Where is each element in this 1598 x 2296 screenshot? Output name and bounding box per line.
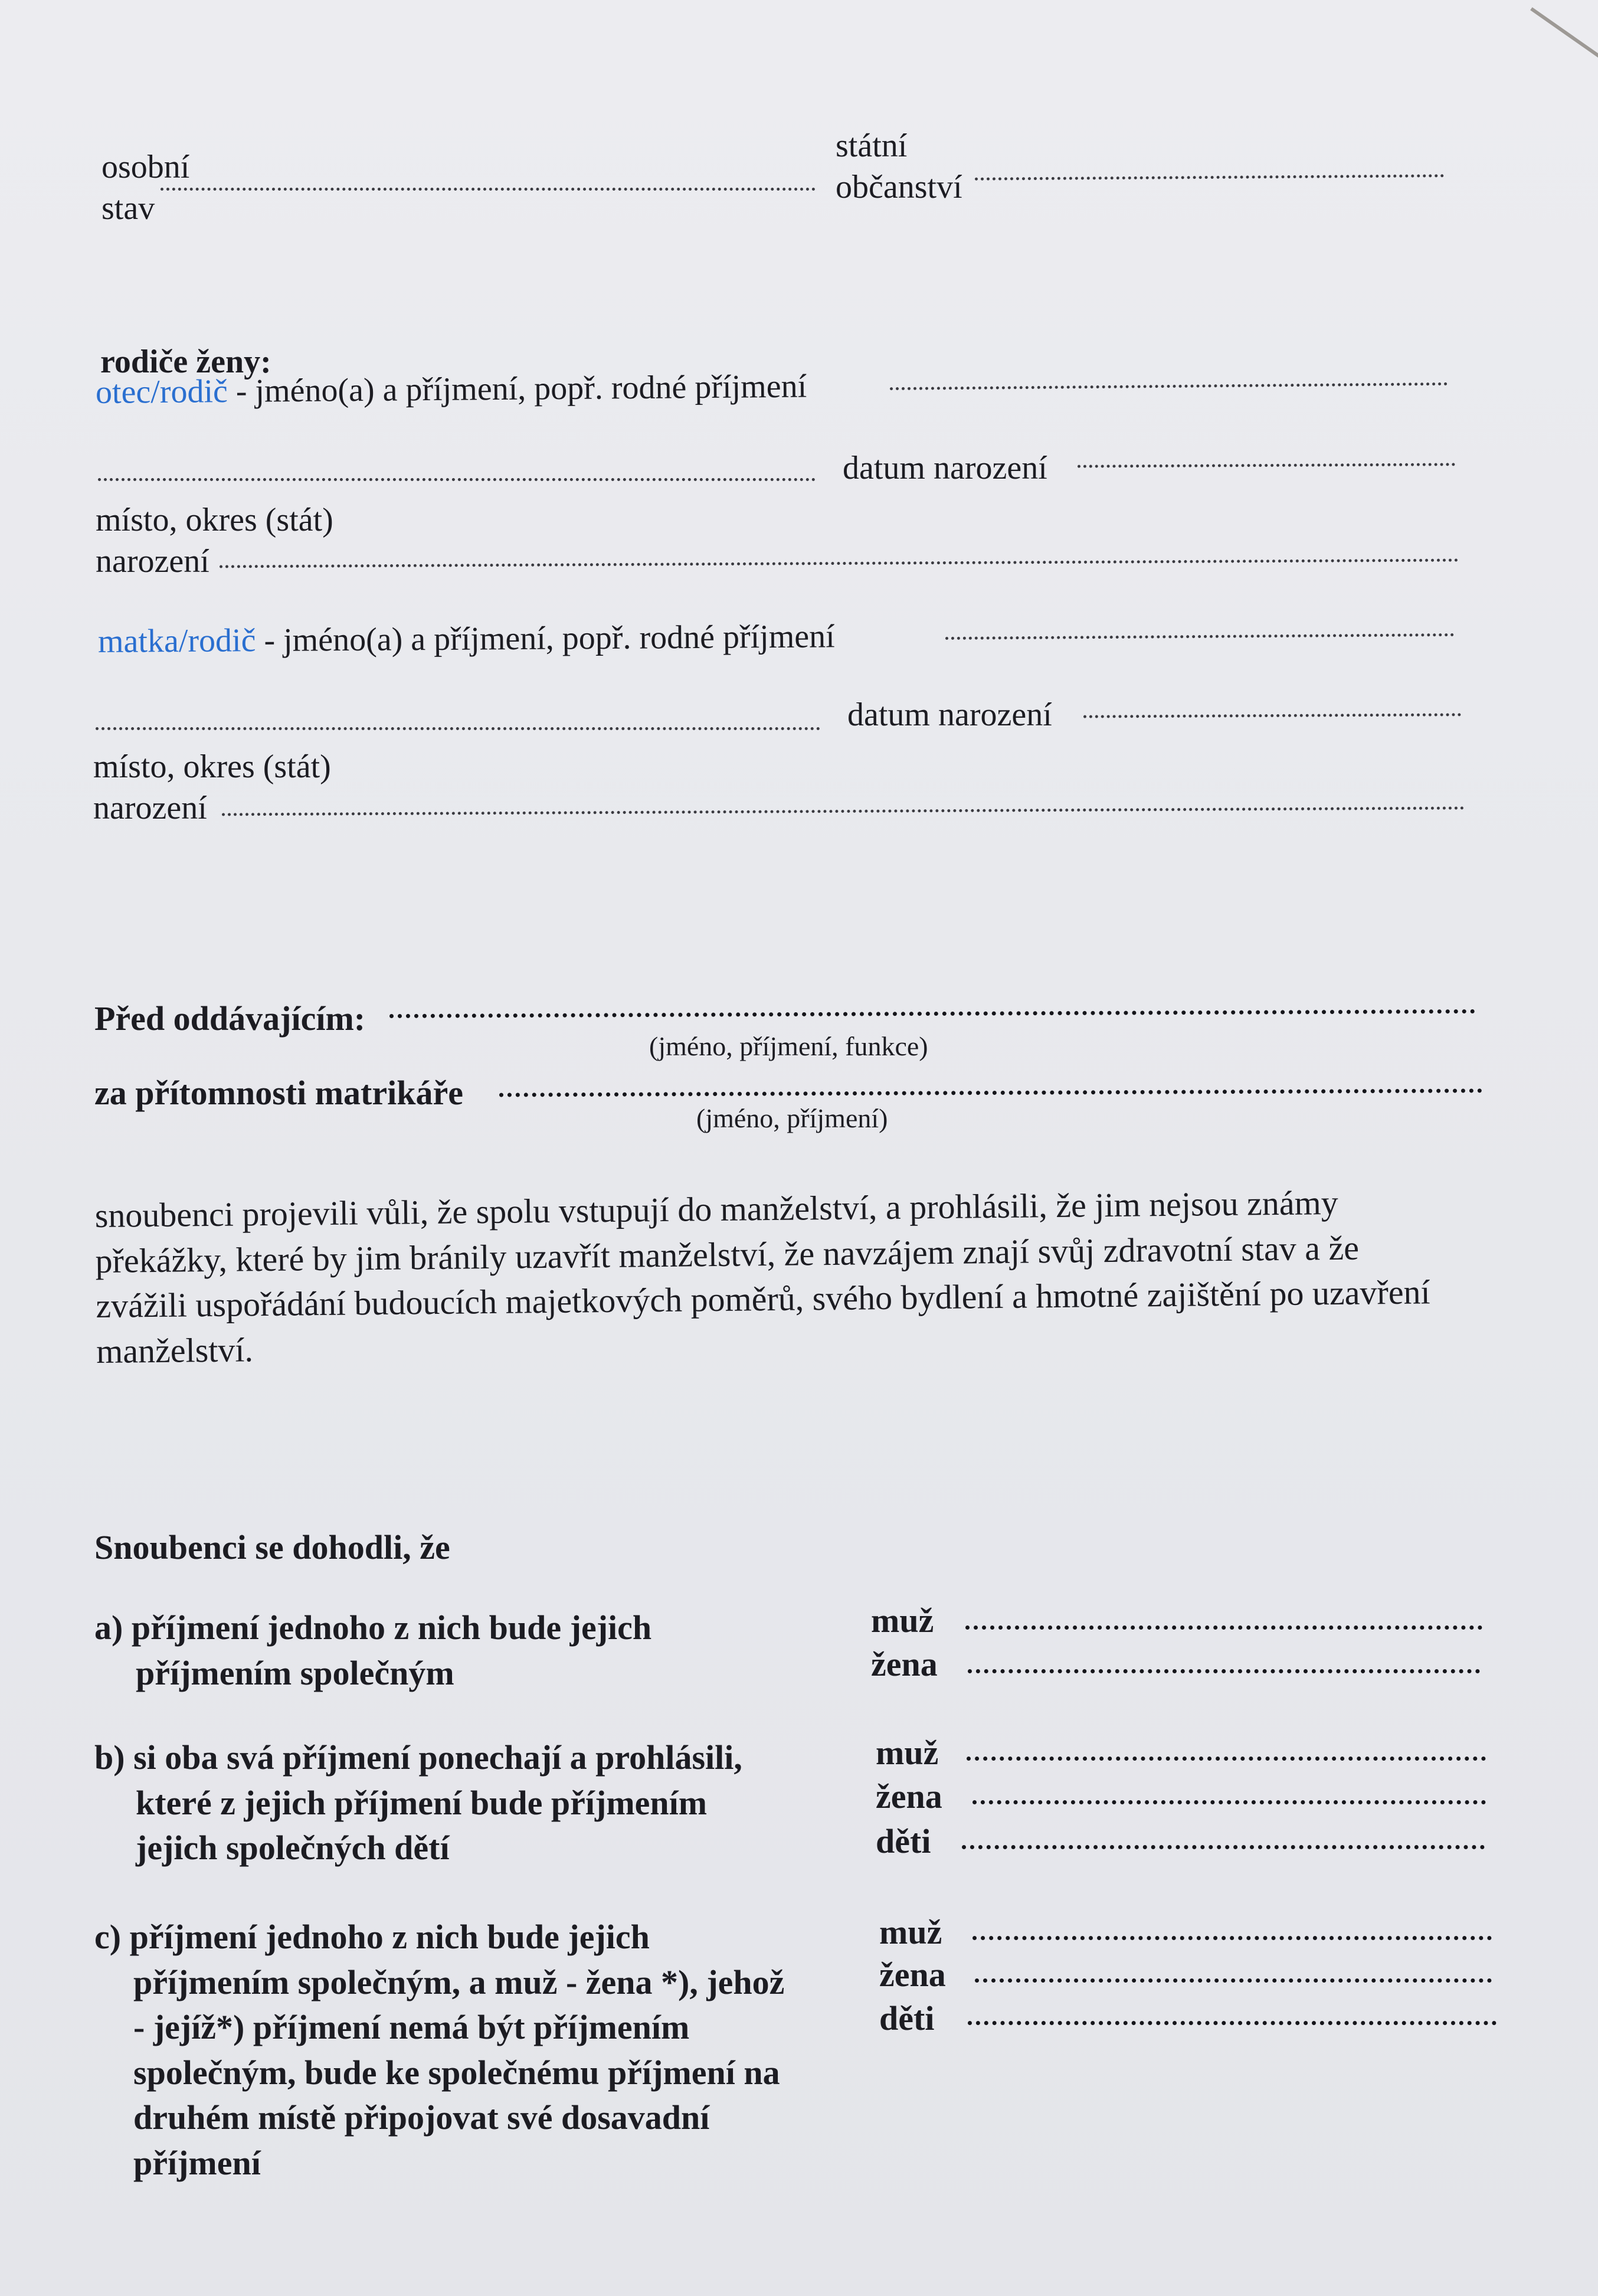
option-b-man-label: muž [876,1734,939,1772]
option-c-woman-label: žena [879,1955,946,1994]
declaration-line-2: překážky, které by jim bránily uzavřít manželství, že navzájem znají svůj zdravotní stav a že [95,1228,1360,1280]
option-a-woman-label: žena [871,1645,938,1683]
father-name-field-2[interactable] [98,478,816,481]
option-b-woman-field[interactable] [972,1800,1486,1804]
option-a-line-1: příjmení jednoho z nich bude jejich [131,1608,652,1647]
citizenship-field[interactable] [975,174,1444,181]
mother-birth-date-field[interactable] [1083,713,1461,718]
option-a-man-field[interactable] [965,1625,1482,1630]
declaration-line-3: zvážili uspořádání budoucích majetkových poměrů, svého bydlení a hmotné zajištění po uzavření [96,1273,1430,1326]
marital-status-field[interactable] [161,188,816,191]
father-birth-place-line2: narození [96,543,209,580]
father-birth-place-label [96,499,333,582]
declaration-line-1: snoubenci projevili vůli, že spolu vstupují do manželství, a prohlásili, že jim nejsou známy [94,1183,1338,1235]
father-birth-place-field[interactable] [220,559,1459,568]
mother-birth-place-line1: místo, okres (stát) [93,748,331,785]
marital-status-label-line2: stav [101,190,155,227]
option-c-woman-field[interactable] [975,1978,1492,1983]
option-b-man-field[interactable] [967,1757,1486,1761]
option-b-text [94,1735,742,1871]
officiant-field[interactable] [389,1009,1475,1018]
mother-birth-place-line2: narození [93,790,207,826]
mother-birth-place-field[interactable] [222,806,1465,816]
mother-name-field-2[interactable] [96,727,820,730]
citizenship-label-line1: státní [836,127,908,164]
agreement-heading: Snoubenci se dohodli, že [94,1528,450,1566]
option-b-woman-label: žena [876,1777,942,1816]
page-corner-fold [1530,0,1598,57]
declaration-line-4: manželství. [96,1330,254,1371]
option-c-line-3: - jejíž*) příjmení nemá být příjmením [133,2008,690,2047]
citizenship-label [836,125,962,208]
option-c-line-5: druhém místě připojovat své dosavadní [133,2098,710,2137]
option-b-children-field[interactable] [962,1845,1485,1849]
mother-birth-place-label [93,746,331,829]
option-c-line-4: společným, bude ke společnému příjmení na [133,2053,780,2092]
father-birth-date-label: datum narození [843,450,1047,486]
registrar-label: za přítomnosti matrikáře [94,1074,463,1112]
father-prefix: otec/rodič [95,373,228,411]
option-b-line-2: které z jejich příjmení bude příjmením [136,1783,708,1822]
mother-name-field[interactable] [945,633,1454,640]
declaration-paragraph [94,1179,1430,1374]
option-a-line-2: příjmením společným [136,1653,454,1692]
mother-name-text: - jméno(a) a příjmení, popř. rodné příjmení [256,618,835,659]
option-a-man-label: muž [871,1601,934,1640]
option-a-woman-field[interactable] [968,1669,1480,1673]
option-c-line-1: příjmení jednoho z nich bude jejich [129,1918,650,1956]
officiant-hint: (jméno, příjmení, funkce) [649,1031,928,1061]
option-a-letter: a) [94,1608,123,1647]
registrar-field[interactable] [499,1088,1482,1097]
option-c-line-2: příjmením společným, a muž - žena *), jehož [133,1963,785,2001]
marital-status-label-line1: osobní [101,149,190,185]
option-c-text [94,1915,784,2186]
father-name-label [96,365,807,413]
father-name-field[interactable] [890,382,1448,390]
father-name-text: - jméno(a) a příjmení, popř. rodné příjmení [227,368,807,410]
parents-heading: rodiče ženy: [100,344,271,380]
officiant-label: Před oddávajícím: [94,999,366,1038]
option-c-line-6: příjmení [133,2143,261,2182]
option-c-man-field[interactable] [972,1936,1492,1940]
option-c-letter: c) [94,1918,122,1956]
option-c-children-field[interactable] [968,2021,1497,2025]
option-b-letter: b) [94,1738,125,1777]
option-a-text [94,1605,651,1696]
mother-name-label [98,616,835,662]
mother-prefix: matka/rodič [97,622,256,660]
option-b-line-3: jejich společných dětí [136,1829,450,1867]
mother-birth-date-label: datum narození [847,696,1052,733]
option-b-children-label: děti [876,1822,931,1860]
option-c-children-label: děti [879,1999,935,2037]
citizenship-label-line2: občanství [836,169,962,205]
option-c-man-label: muž [879,1913,942,1951]
registrar-hint: (jméno, příjmení) [696,1103,888,1133]
father-birth-date-field[interactable] [1078,463,1455,467]
option-b-line-1: si oba svá příjmení ponechají a prohlásili, [133,1738,742,1777]
father-birth-place-line1: místo, okres (stát) [96,502,333,538]
